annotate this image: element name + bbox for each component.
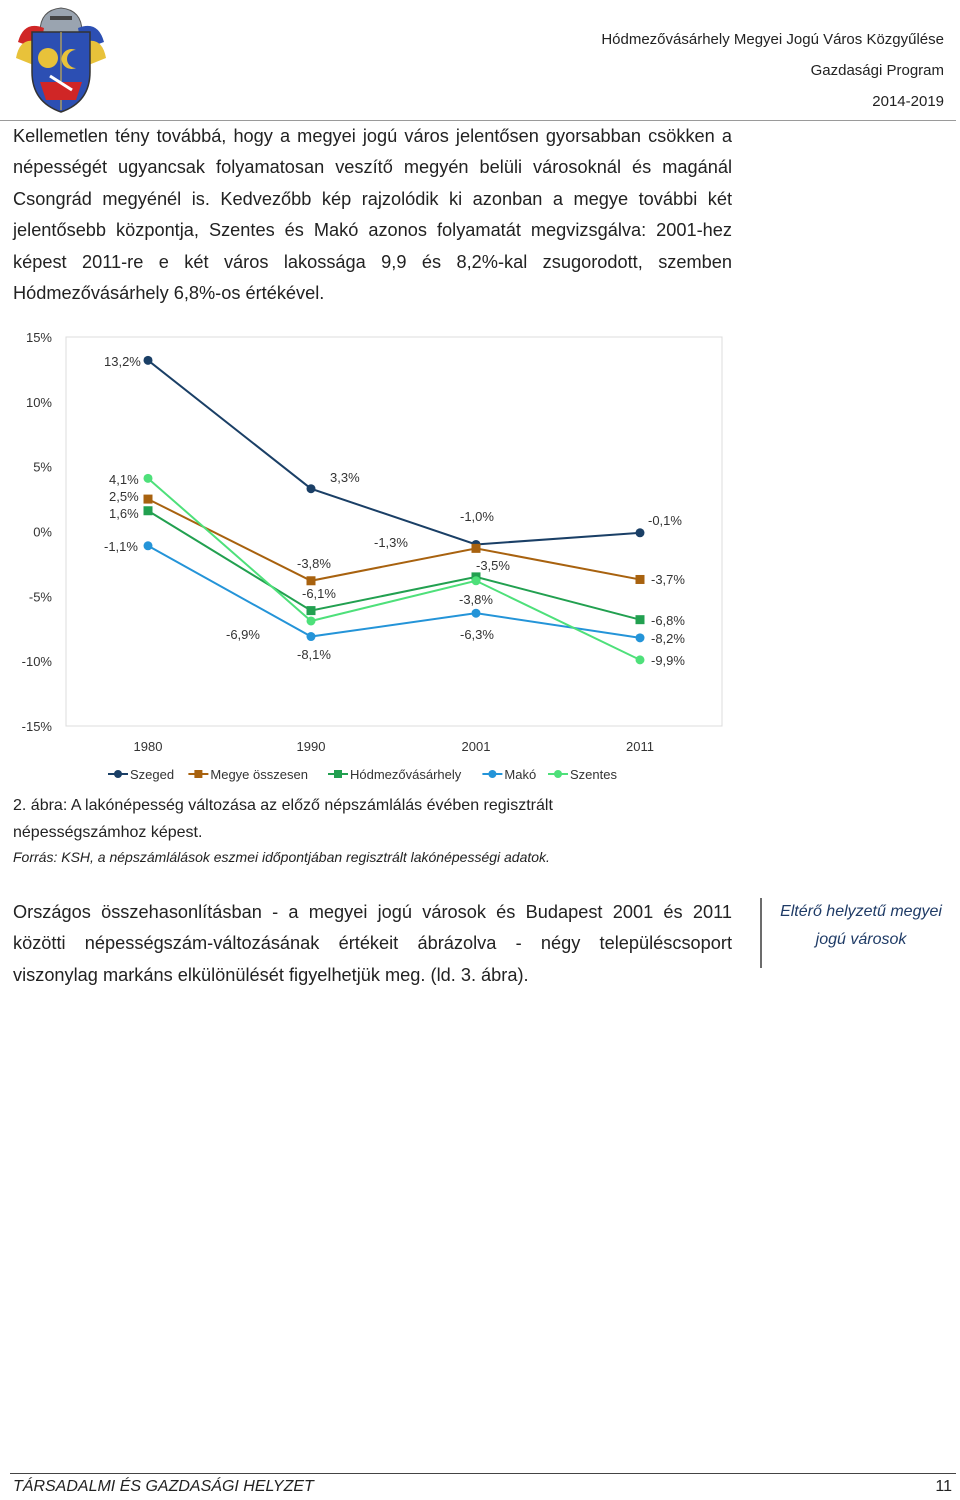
x-tick-label: 2011 (626, 739, 654, 754)
legend-label: Makó (504, 767, 537, 782)
data-point (472, 576, 481, 585)
data-point (636, 655, 645, 664)
page-number: 11 (935, 1478, 952, 1495)
legend-label: Hódmezővásárhely (350, 767, 462, 782)
data-label: -6,8% (651, 613, 685, 628)
population-change-chart (0, 320, 760, 790)
y-tick-label: 5% (33, 459, 52, 475)
city-coat-of-arms-icon (10, 2, 112, 114)
data-label: -6,9% (226, 627, 260, 642)
x-tick-label: 2001 (461, 739, 491, 754)
legend-marker (194, 770, 202, 778)
footer-divider (10, 1473, 956, 1474)
data-label: -3,7% (651, 572, 685, 587)
body-paragraph-1: Kellemetlen tény továbbá, hogy a megyei jogú város jelentősen gyorsabban csökken a népességét ugyancsak folyamatosan veszítő megyén belüli városoknál és magánál Csongrád megyénél is. Kedvezőbb kép rajzolódik ki azonban a megye további két jelentősebb központja, Szentes és Makó azonos folyamatát megvizsgálva: 2001-hez képest 2011-re e két város lakossága 9,9 és 8,2%-kal zsugorodott, szemben Hódmezővásárhely 6,8%-os értékével. (13, 126, 732, 304)
data-point (472, 609, 481, 618)
data-point (144, 506, 153, 515)
y-tick-label: 0% (33, 524, 52, 540)
data-label: -8,2% (651, 631, 685, 646)
plot-area (66, 337, 722, 726)
data-label: -3,8% (297, 556, 331, 571)
legend-marker (488, 770, 496, 778)
figure-source: Forrás: KSH, a népszámlálások eszmei időpontjában regisztrált lakónépességi adatok. (13, 849, 550, 865)
data-point (636, 528, 645, 537)
data-label: 1,6% (109, 506, 139, 521)
y-tick-label: 15% (25, 330, 52, 345)
header-years: 2014-2019 (872, 93, 944, 110)
data-point (307, 606, 316, 615)
data-label: -1,1% (104, 539, 138, 554)
y-tick-label: -5% (28, 589, 52, 605)
y-tick-label: -15% (21, 719, 52, 734)
footer-section-title: TÁRSADALMI ÉS GAZDASÁGI HELYZET (13, 1478, 314, 1495)
header-title: Hódmezővásárhely Megyei Jogú Város Közgyűlése (601, 31, 944, 48)
data-point (307, 484, 316, 493)
data-label: -8,1% (297, 647, 331, 662)
legend-label: Megye összesen (210, 767, 308, 782)
data-point (144, 356, 153, 365)
legend-marker (554, 770, 562, 778)
y-tick-label: -10% (21, 654, 52, 670)
legend-label: Szeged (130, 767, 175, 782)
data-point (636, 633, 645, 642)
margin-note: Eltérő helyzetű megyei jogú városok (760, 898, 956, 968)
data-label: -3,8% (459, 592, 493, 607)
data-label: -0,1% (648, 513, 682, 528)
body-paragraph-2: Országos összehasonlításban - a megyei jogú városok és Budapest 2001 és 2011 közötti népességszám-változásának értékeit ábrázolva - négy településcsoport viszonylag markáns elkülönülését figyelhetjük meg. (ld. 3. ábra). (13, 902, 732, 985)
legend-label: Szentes (570, 767, 617, 782)
data-label: -6,3% (460, 627, 494, 642)
data-point (636, 615, 645, 624)
data-point (636, 575, 645, 584)
header-subtitle: Gazdasági Program (810, 62, 944, 79)
data-label: 4,1% (109, 472, 139, 487)
figure-caption: 2. ábra: A lakónépesség változása az előző népszámlálás évében regisztrált népességszámhoz képest. (13, 797, 553, 841)
data-label: 13,2% (104, 354, 141, 369)
data-point (144, 495, 153, 504)
header (601, 24, 944, 117)
data-point (144, 541, 153, 550)
data-label: -9,9% (651, 653, 685, 668)
data-point (472, 544, 481, 553)
x-tick-label: 1990 (296, 739, 326, 754)
data-point (307, 632, 316, 641)
data-label: 2,5% (109, 489, 139, 504)
data-point (307, 576, 316, 585)
legend-marker (114, 770, 122, 778)
data-label: -6,1% (302, 586, 336, 601)
data-label: -1,3% (374, 535, 408, 550)
y-tick-label: 10% (25, 394, 52, 410)
data-label: -1,0% (460, 509, 494, 524)
data-label: -3,5% (476, 558, 510, 573)
data-label: 3,3% (330, 470, 360, 485)
legend-marker (334, 770, 342, 778)
data-point (144, 474, 153, 483)
data-point (307, 616, 316, 625)
x-tick-label: 1980 (133, 739, 163, 754)
